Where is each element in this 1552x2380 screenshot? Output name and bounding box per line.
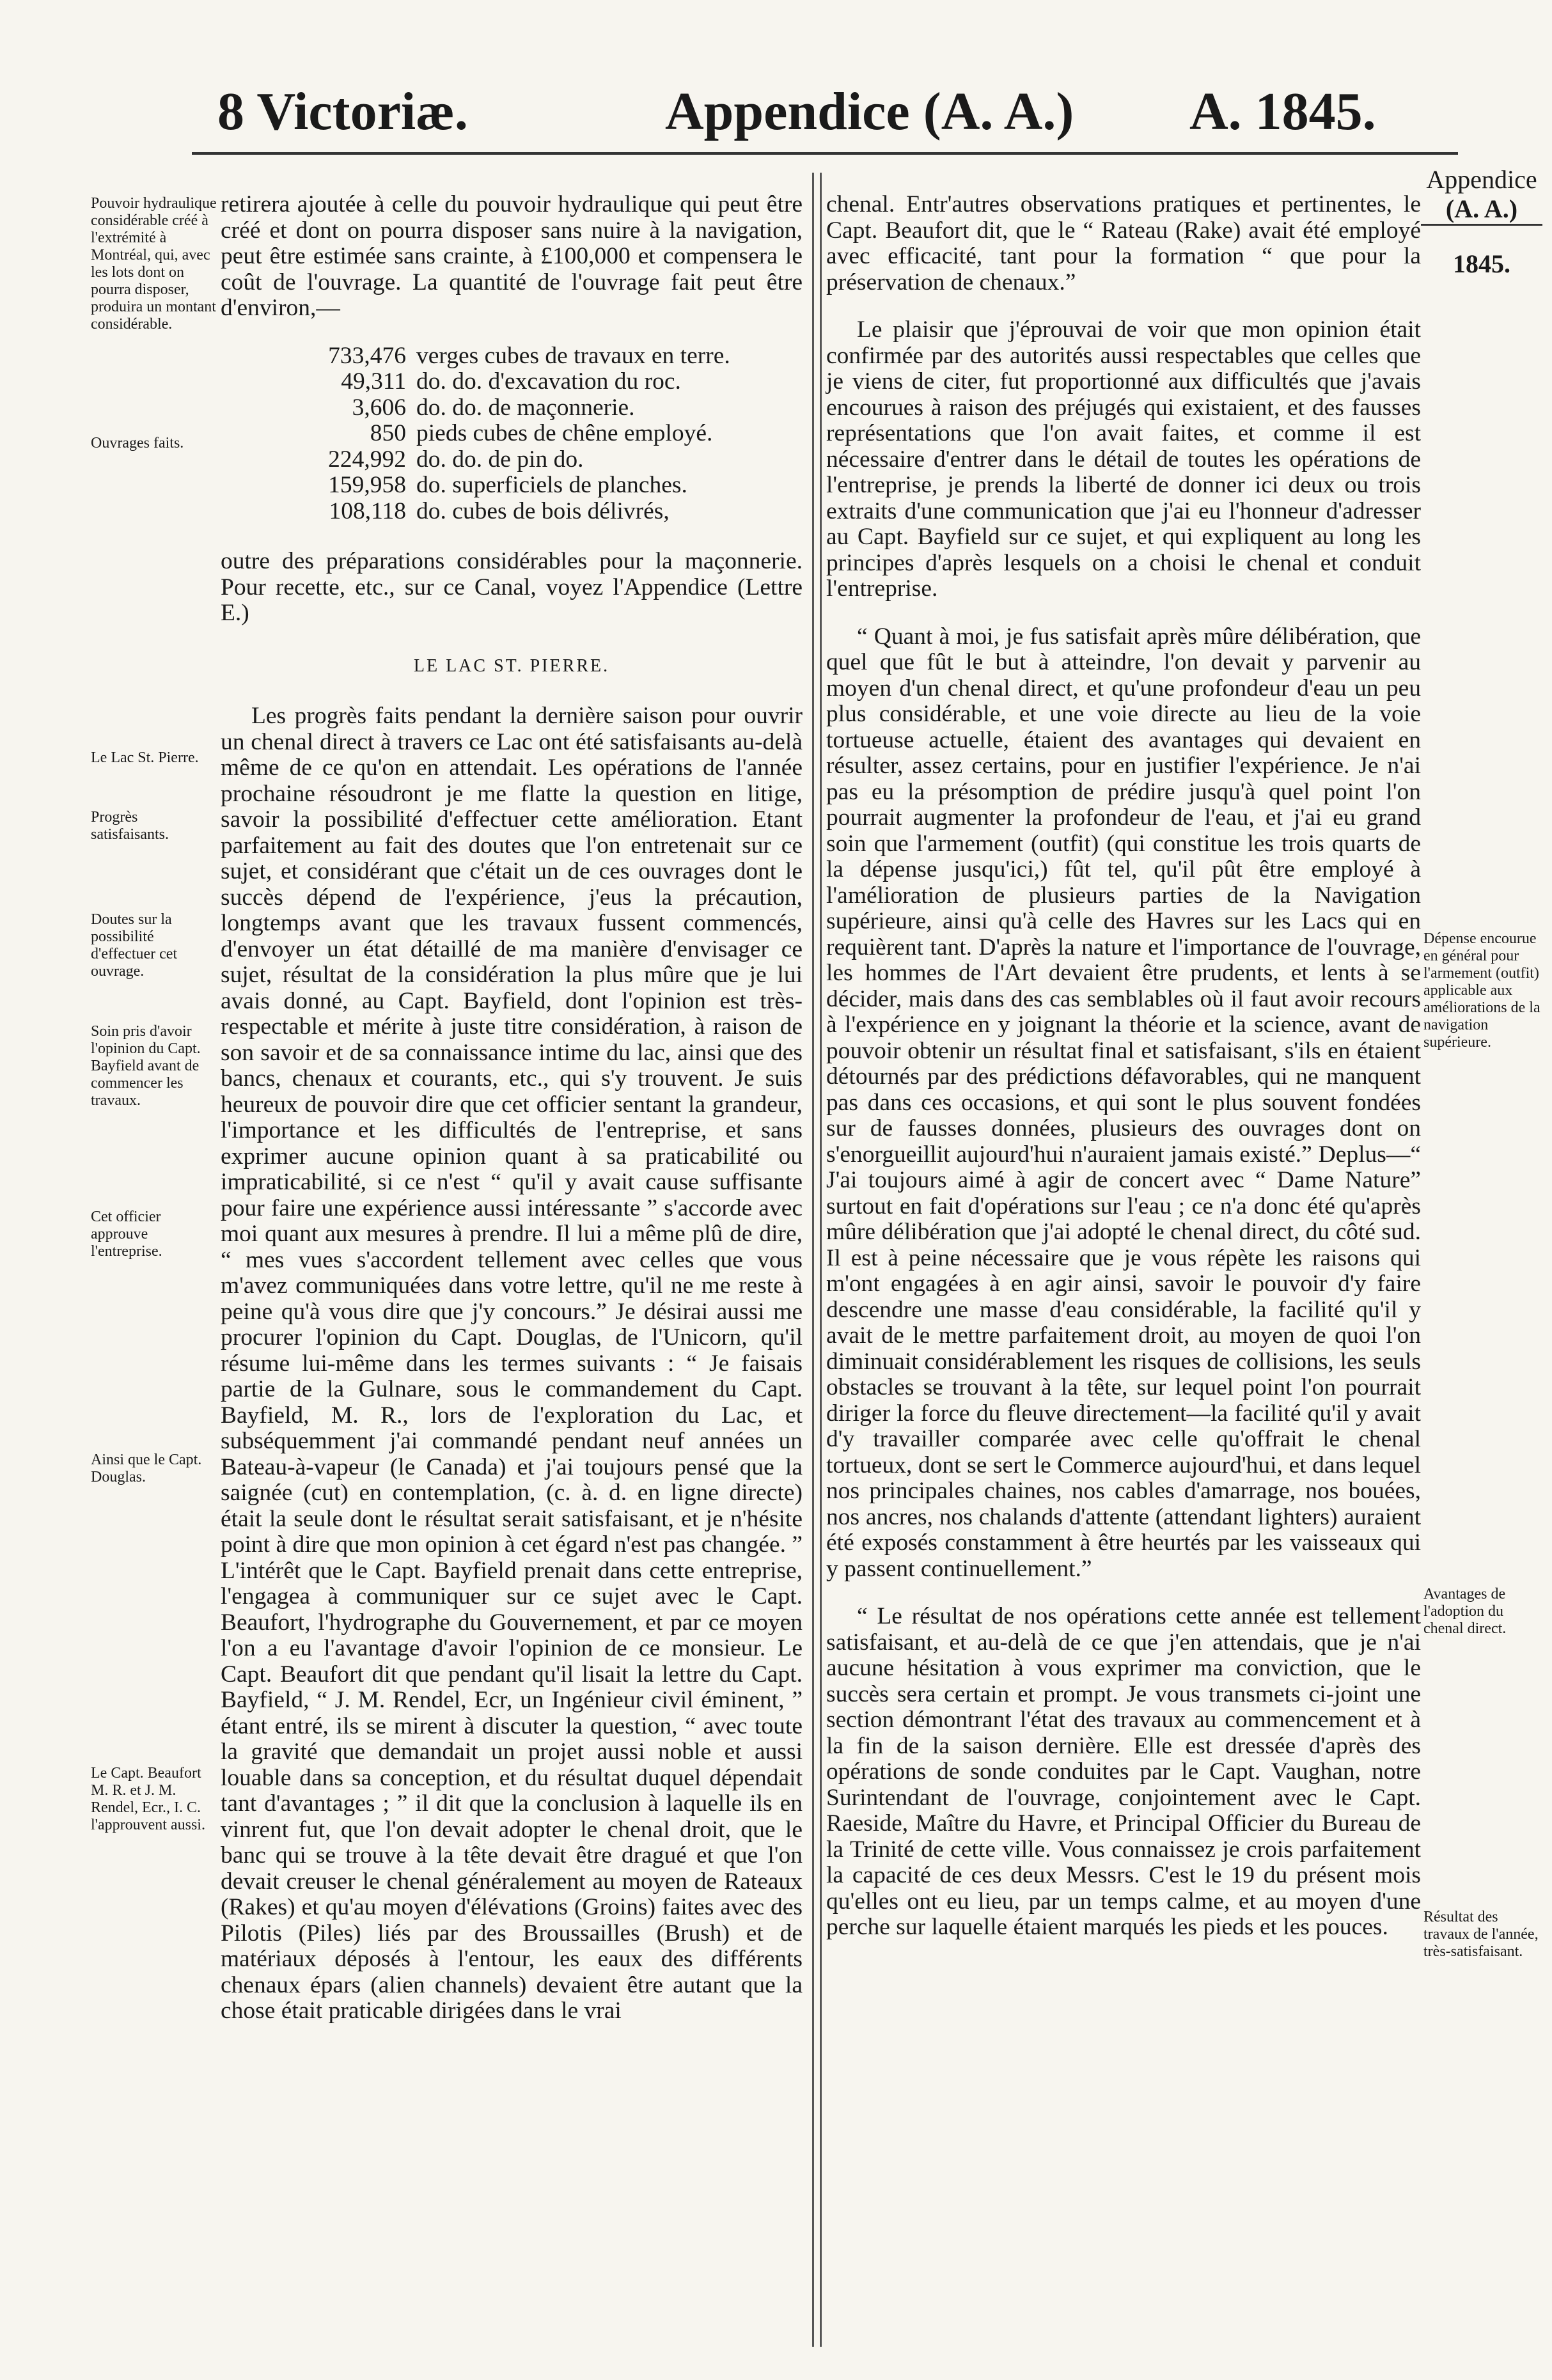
works-row <box>221 473 803 499</box>
works-row <box>221 421 803 447</box>
header-rule <box>192 152 1458 155</box>
paragraph: outre des préparations considérables pour la maçonnerie. Pour recette, etc., sur ce Canal, voyez l'Appendice (Lettre E.) <box>221 548 803 626</box>
column-divider <box>820 173 822 2347</box>
works-description: do. cubes de bois délivrés, <box>416 497 670 524</box>
margin-note: Ainsi que le Capt. Douglas. <box>91 1452 202 1485</box>
paragraph: Les progrès faits pendant la dernière saison pour ouvrir un chenal direct à travers ce Lac ont été satisfaisants au-delà même de ce qu'on en attendait. Les opérations de l'année prochaine résoudront je me flatte la question en litige, savoir la possibilité d'effectuer cette amélioration. Etant parfaitement au fait des doutes que l'on entretenait sur ce sujet, et considérant que c'était un de ces ouvrages dont le succès dépend de l'expérience, j'eus la précaution, longtemps avant que les travaux fussent commencés, d'envoyer un état détaillé de ma manière d'envisager ce sujet, résultat de la considération la plus mûre que je lui avais donné, au Capt. Bayfield, dont l'opinion est très-respectable et mérite à juste titre considération, à raison de son savoir et de sa connaissance intime du lac, ainsi que des bancs, chenaux et courants, etc., qui s'y trouvent. Je suis heureux de pouvoir dire que cet officier sentant la grandeur, l'importance et les difficultés de l'entreprise, et sans exprimer aucune opinion quant à sa praticabilité ou impraticabilité, si ce n'est “ qu'il y avait cause suffisante pour faire une expérience aussi intéressante ” s'accorde avec moi quant aux mesures à prendre. Il lui a même plû de dire, “ mes vues s'accordent tellement avec celles que vous m'avez communiquées dans votre lettre, qu'il ne me reste à peine qu'à vous dire que j'y concours.” Je désirai aussi me procurer l'opinion du Capt. Douglas, de l'Unicorn, qu'il résume lui-même dans les termes suivants : “ Je faisais partie de la Gulnare, sous le commandement du Capt. Bayfield, M. R., lors de l'exploration du Lac, et subséquemment j'ai commandé pendant neuf années un Bateau-à-vapeur (le Canada) et j'ai toujours pensé que la saignée (cut) en contemplation, (c. à. d. en ligne directe) était la seule dont le résultat serait satisfaisant, et je n'hésite point à dire que mon opinion à cet égard n'est pas changée. ” L'intérêt que le Capt. Bayfield prenait dans cette entreprise, l'engagea à communiquer sur ce sujet avec le Capt. Beaufort, l'hydrographe du Gouvernement, et par ce moyen l'on a eu l'avantage d'avoir l'opinion de ce monsieur. Le Capt. Beaufort dit que pendant qu'il lisait la lettre du Capt. Bayfield, “ J. M. Rendel, Ecr, un Ingénieur civil éminent, ” étant entré, ils se mirent à discuter la question, “ avec toute la gravité que demandait un projet aussi noble et aussi louable dans sa conception, et du résultat duquel dépendait tant d'avantages ; ” il dit que la conclusion à laquelle ils en vinrent fut, que l'on devait adopter le chenal droit, que le banc qui se trouve à la tête devait être dragué et que l'on devait creuser le chenal généralement au moyen de Rateaux (Rakes) et qu'au moyen d'élévations (Groins) faites avec des Pilotis (Piles) liés par des Broussailles (Brush) et de matériaux déposés à l'entour, les eaux des différents chenaux épars (alien channels) devaient être autant que la chose était praticable dirigées dans le vrai <box>221 703 803 2024</box>
works-row <box>221 499 803 525</box>
right-column <box>826 192 1421 1962</box>
margin-note: Progrès satisfaisants. <box>91 809 169 843</box>
appendix-marker <box>1421 165 1542 283</box>
works-quantity: 224,992 <box>328 446 406 473</box>
works-description: pieds cubes de chêne employé. <box>416 420 713 446</box>
margin-note: Avantages de l'adoption du chenal direct. <box>1423 1586 1507 1637</box>
paragraph: Le plaisir que j'éprouvai de voir que mon opinion était confirmée par des autorités aussi respectables que celles que je viens de citer, fut proportionné aux difficultés que j'avais encourues à raison des préjugés qui existaient, et des fausses représentations que l'on avait faites, et comme il est nécessaire d'entrer dans le détail de toutes les opérations de l'entreprise, je prends la liberté de donner ici deux ou trois extraits d'une communication que j'ai eu l'honneur d'adresser au Capt. Bayfield sur ce sujet, et qui expliquent au long les principes d'après lesquels on a choisi le chenal et conduit l'entreprise. <box>826 317 1421 602</box>
works-quantity: 733,476 <box>328 342 406 369</box>
column-divider <box>812 173 814 2347</box>
quoted-paragraph: “ Le résultat de nos opérations cette année est tellement satisfaisant, et au-delà de ce que j'en attendais, que je n'ai aucune hésitation à vous exprimer ma conviction, que le succès sera certain et prompt. Je vous transmets ci-joint une section démontrant l'état des travaux au commencement et à la fin de la saison dernière. Elle est dressée d'après des opérations de sonde conduites par le Capt. Vaughan, notre Surintendant de l'ouvrage, conjointement avec le Capt. Raeside, Maître du Havre, et Principal Officier du Bureau de la Trinité de cette ville. Vous connaissez je crois parfaitement la capacité de ces deux Messrs. C'est le 19 du présent mois qu'elles ont eu lieu, par un temps calme, et au moyen d'une perche sur laquelle étaient marqués les pieds et les pouces. <box>826 1603 1421 1940</box>
margin-note: Le Capt. Beaufort M. R. et J. M. Rendel, Ecr., I. C. l'approuvent aussi. <box>91 1765 205 1833</box>
paragraph: chenal. Entr'autres observations pratiques et pertinentes, le Capt. Beaufort dit, que le “ Rateau (Rake) avait été employé avec efficacité, tant pour la formation “ que pour la préservation de chenaux.” <box>826 191 1421 295</box>
margin-note: Soin pris d'avoir l'opinion du Capt. Bayfield avant de commencer les travaux. <box>91 1023 201 1109</box>
quoted-paragraph: “ Quant à moi, je fus satisfait après mûre délibération, que quel que fût le but à atteindre, l'on devait y parvenir au moyen d'un chenal direct, et qu'une profondeur d'eau un peu plus considérable, et une voie directe au lieu de la voie tortueuse actuelle, étaient des avantages qui devaient en résulter, assez certains, pour en justifier l'expérience. Je n'ai pas eu la présomption de prédire jusqu'à quel point l'on pourrait augmenter la profondeur de l'eau, et j'ai eu grand soin que l'armement (outfit) (qui constitue les trois quarts de la dépense jusqu'ici,) fût tel, qu'il pût être employé à l'amélioration de plusieurs parties de la Navigation supérieure, ainsi qu'à celle des Havres sur les Lacs qui en requièrent tant. D'après la nature et l'importance de l'ouvrage, les hommes de l'Art devaient être prudents, et lents à se décider, mais dans des cas semblables où il faut avoir recours à l'expérience en y joignant la théorie et la science, avant de pouvoir obtenir un résultat final et satisfaisant, s'ils en étaient détournés par des prédictions défavorables, qui ne manquent pas dans ces occasions, et qui sont le plus souvent fondées sur de fausses données, plusieurs des ouvrages dont on s'enorgueillit aujourd'hui n'auraient jamais existé.” Deplus—“ J'ai toujours aimé à agir de concert avec “ Dame Nature” surtout en fait d'opérations sur l'eau ; ce n'a donc été qu'après mûre délibération que j'ai adopté le chenal direct, du côté sud. Il est à peine nécessaire que je vous répète les raisons qui m'ont engagées à en agir ainsi, savoir le pouvoir d'y faire descendre une masse d'eau considérable, la facilité qu'il y avait de le mettre parfaitement droit, au moyen de quoi l'on diminuait considérablement les risques de collisions, les seuls obstacles se trouvant à la tête, sur lequel point l'on pourrait diriger la force du fleuve directement—la facilité qu'il y avait d'y travailler comparée avec celle qu'offrait le chenal tortueux, dont se sert le Commerce aujourd'hui, et dans lequel nos principales chaines, nos cables d'amarrage, nos bouées, nos ancres, nos chalands d'attente (attendant lighters) auraient été exposés constamment à être heurtés par les vaisseaux qui y passent continuellement.” <box>826 623 1421 1582</box>
works-quantity: 850 <box>370 420 406 446</box>
margin-note: Pouvoir hydraulique considérable créé à l'extrémité à Montréal, qui, avec les lots dont on pourra disposer, produira un montant considérable. <box>91 195 217 333</box>
works-quantity: 159,958 <box>328 472 406 498</box>
works-quantity: 108,118 <box>329 497 406 524</box>
appendix-marker-year: 1845. <box>1453 249 1510 278</box>
header-session: 8 Victoriæ. <box>217 82 468 141</box>
works-description: do. superficiels de planches. <box>416 472 687 498</box>
works-quantity: 3,606 <box>352 394 406 421</box>
left-column <box>221 192 803 2046</box>
works-description: verges cubes de travaux en terre. <box>416 342 730 369</box>
header-appendix: Appendice (A. A.) <box>665 82 1074 141</box>
section-title: LE LAC ST. PIERRE. <box>413 655 610 676</box>
margin-note: Résultat des travaux de l'année, très-satisfaisant. <box>1423 1909 1539 1960</box>
margin-note: Dépense encourue en général pour l'armement (outfit) applicable aux améliorations de la navigation supérieure. <box>1423 930 1540 1051</box>
works-description: do. do. d'excavation du roc. <box>416 368 681 395</box>
header-year: A. 1845. <box>1189 82 1376 141</box>
margin-note: Ouvrages faits. <box>91 435 184 451</box>
works-quantity: 49,311 <box>341 368 406 395</box>
margin-note: Le Lac St. Pierre. <box>91 749 199 766</box>
works-row <box>221 343 803 370</box>
works-row <box>221 369 803 395</box>
appendix-marker-aa: (A. A.) <box>1421 194 1542 226</box>
margin-note: Cet officier approuve l'entreprise. <box>91 1209 162 1260</box>
appendix-marker-title: Appendice <box>1426 165 1537 194</box>
works-description: do. do. de pin do. <box>416 446 584 473</box>
works-row <box>221 395 803 421</box>
works-description: do. do. de maçonnerie. <box>416 394 635 421</box>
margin-note: Doutes sur la possibilité d'effectuer cet ouvrage. <box>91 911 178 980</box>
works-row <box>221 447 803 473</box>
works-table <box>221 343 803 525</box>
paragraph: retirera ajoutée à celle du pouvoir hydraulique qui peut être créé et dont on pourra disposer sans nuire à la navigation, peut être estimée sans crainte, à £100,000 et compensera le coût de l'ouvrage. La quantité de l'ouvrage fait peut être d'environ,— <box>221 191 803 321</box>
